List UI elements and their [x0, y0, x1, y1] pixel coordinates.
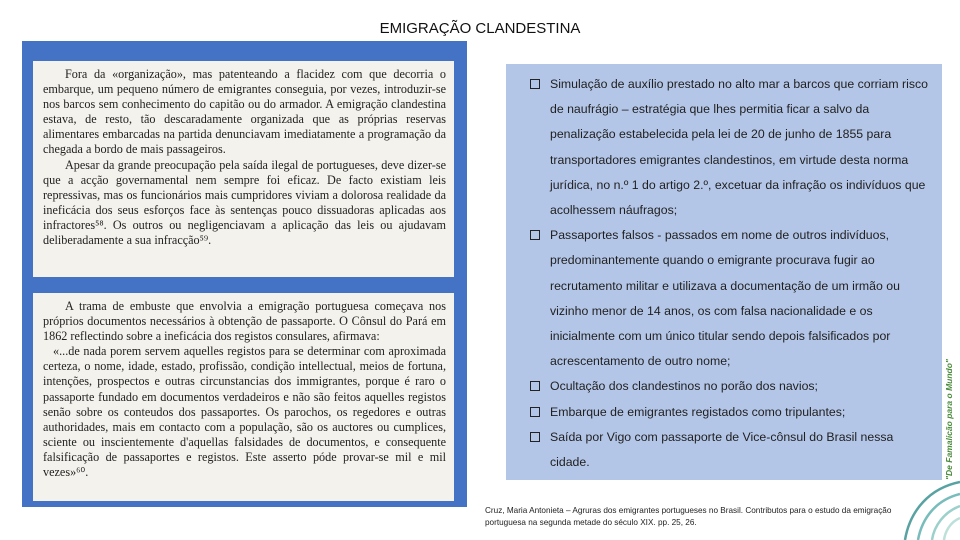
- vertical-label: [944, 300, 958, 480]
- scanned-excerpt-2: [33, 293, 454, 501]
- checkbox-bullet-icon: [530, 432, 540, 442]
- list-item-text: Embarque de emigrantes registados como tripulantes;: [550, 404, 846, 419]
- slide-title: EMIGRAÇÃO CLANDESTINA: [379, 20, 581, 37]
- list-item: [528, 425, 934, 475]
- excerpt-1-paragraph-1: Fora da «organização», mas patenteando a flacidez com que decorria o embarque, um pequeno número de emigrantes conseguia, por vezes, introduzir-se nos barcos sem conhecimento do capitão ou do armador. A emigração clandestina estava, de resto, tão descaradamente organizada que as próprias reservas alimentares embarcadas na partida denunciavam imediatamente a programação da chegada a bordo de mais passageiros.: [43, 67, 446, 157]
- bullet-list: [528, 72, 934, 475]
- checkbox-bullet-icon: [530, 381, 540, 391]
- list-item: [528, 223, 934, 374]
- vertical-label-text: "De Famalicão para o Mundo": [944, 359, 954, 480]
- excerpt-1-paragraph-2: Apesar da grande preocupação pela saída ilegal de portugueses, deve dizer-se que a acção governamental nem sempre foi eficaz. De facto existiam leis repressivas, mas os funcionários mais cumpridores viviam a dolorosa realidade da ineficácia dos seus esforços face às sentenças pouco dissuadoras aplicadas aos infractores⁵⁸. Os outros ou negligenciavam a aplicação das leis ou ajudavam deliberadamente a sua infracção⁵⁹.: [43, 157, 446, 248]
- checkbox-bullet-icon: [530, 407, 540, 417]
- decorative-corner-swirl-icon: [850, 470, 960, 540]
- checkbox-bullet-icon: [530, 230, 540, 240]
- list-item-text: Passaportes falsos - passados em nome de outros indivíduos, predominantemente quando o emigrante procurava fugir ao recrutamento militar e utilizava a documentação de um irmão ou vizinho menor de 14 anos, os com falsa nacionalidade e os inicialmente com um único titular sendo depois falsificados por acrescentamento de outro nome;: [550, 228, 900, 369]
- scanned-excerpt-1: [33, 61, 454, 277]
- excerpt-2-quote: «...de nada porem servem aquelles registos para se determinar com aproximada certeza, o nome, idade, estado, profissão, condição intellectual, meios de fortuna, intenções, prospectos e outras circunstancias dos immigrantes, porque é raro o passaporte fundado em documentos verdadeiros e não são feitos aquelles registos senão sobre os conteudos dos passaportes. Os parochos, os regedores e outras authoridades, mais em contacto com a população, são os auctores ou cumplices, sciente ou inscientemente d'aquellas falsidades de documentos, e consequente falsificação de passaportes e registos. Este asserto póde provar-se mil e mil vezes»⁶⁰.: [43, 344, 446, 480]
- list-item: [528, 72, 934, 223]
- list-item: [528, 374, 934, 399]
- citation: Cruz, Maria Antonieta – Agruras dos emigrantes portugueses no Brasil. Contributos para o estudo da emigração portuguesa na segunda metade do século XIX. pp. 25, 26.: [485, 506, 892, 527]
- list-item-text: Saída por Vigo com passaporte de Vice-cônsul do Brasil nessa cidade.: [550, 429, 894, 470]
- checkbox-bullet-icon: [530, 79, 540, 89]
- list-item: [528, 400, 934, 425]
- list-item-text: Ocultação dos clandestinos no porão dos navios;: [550, 379, 818, 394]
- excerpt-2-paragraph-1: A trama de embuste que envolvia a emigração portuguesa começava nos próprios documentos necessários à obtenção de passaporte. O Cônsul do Pará em 1862 reflectindo sobre a ineficácia dos registos consulares, afirmava:: [43, 299, 446, 344]
- list-item-text: Simulação de auxílio prestado no alto mar a barcos que corriam risco de naufrágio – estratégia que lhes permitia ficar a salvo da penalização estabelecida pela lei de 20 de junho de 1855 para transportadores emigrantes clandestinos, em virtude desta norma jurídica, no n.º 1 do artigo 2.º, excetuar da infração os indivíduos que acolhessem náufragos;: [550, 77, 928, 218]
